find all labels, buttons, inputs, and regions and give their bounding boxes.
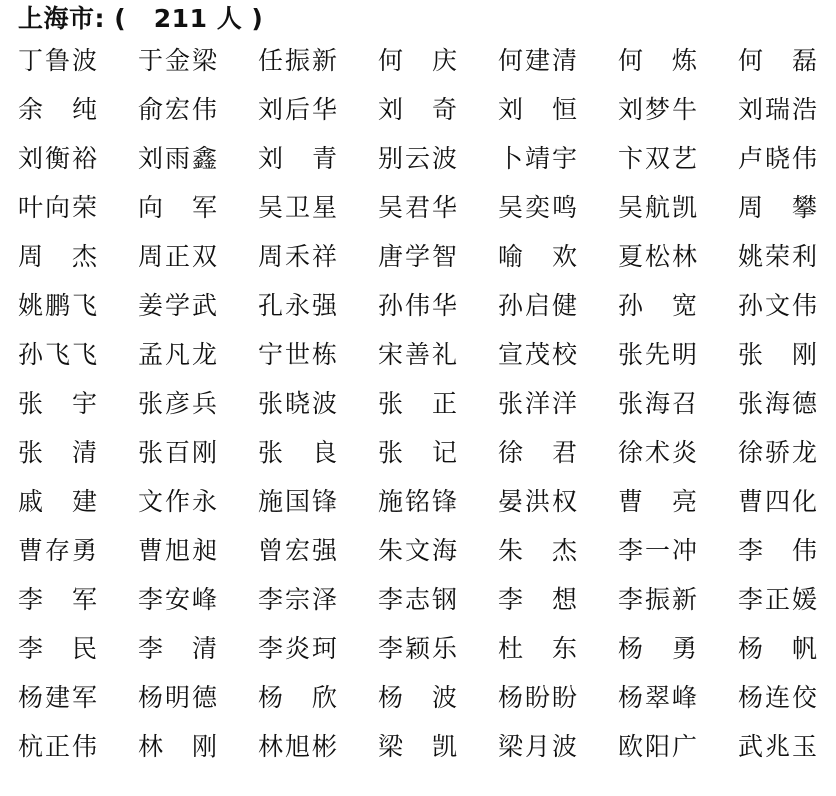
name-list: [18, 36, 836, 771]
name-entry: 宋 善 礼: [378, 340, 457, 369]
name-entry: 唐 学 智: [378, 242, 457, 271]
name-entry: 刘 恒: [498, 95, 577, 124]
name-entry: 周 正 双: [138, 242, 217, 271]
name-entry: 刘 后 华: [258, 95, 337, 124]
name-entry: 张 海 召: [618, 389, 697, 418]
name-entry: 张 清: [18, 438, 97, 467]
name-entry: 姚 鹏 飞: [18, 291, 97, 320]
name-entry: 徐 骄 龙: [738, 438, 817, 467]
name-entry: 何 磊: [738, 46, 817, 75]
name-entry: 喻 欢: [498, 242, 577, 271]
name-entry: 杭 正 伟: [18, 732, 97, 761]
name-entry: 孔 永 强: [258, 291, 337, 320]
city-label: 上海市:: [18, 4, 105, 33]
name-entry: 李 振 新: [618, 585, 697, 614]
name-entry: 李 颖 乐: [378, 634, 457, 663]
name-entry: 何 炼: [618, 46, 697, 75]
name-entry: 李 伟: [738, 536, 817, 565]
name-entry: 卢 晓 伟: [738, 144, 817, 173]
name-entry: 叶 向 荣: [18, 193, 97, 222]
name-entry: 林 旭 彬: [258, 732, 337, 761]
name-entry: 曹 四 化: [738, 487, 817, 516]
name-entry: 李 清: [138, 634, 217, 663]
name-entry: 李 志 钢: [378, 585, 457, 614]
name-entry: 梁 月 波: [498, 732, 577, 761]
name-entry: 别 云 波: [378, 144, 457, 173]
name-entry: 张 晓 波: [258, 389, 337, 418]
name-entry: 宁 世 栋: [258, 340, 337, 369]
name-entry: 林 刚: [138, 732, 217, 761]
name-entry: 杨 欣: [258, 683, 337, 712]
name-entry: 何 庆: [378, 46, 457, 75]
close-paren: ): [251, 4, 264, 33]
name-entry: 张 刚: [738, 340, 817, 369]
name-entry: 吴 航 凯: [618, 193, 697, 222]
name-entry: 曹 旭 昶: [138, 536, 217, 565]
name-entry: 张 宇: [18, 389, 97, 418]
name-entry: 张 正: [378, 389, 457, 418]
name-entry: 施 铭 锋: [378, 487, 457, 516]
name-entry: 欧 阳 广: [618, 732, 697, 761]
name-entry: 李 正 媛: [738, 585, 817, 614]
name-entry: 卞 双 艺: [618, 144, 697, 173]
name-entry: 任 振 新: [258, 46, 337, 75]
name-entry: 杜 东: [498, 634, 577, 663]
name-entry: 李 想: [498, 585, 577, 614]
name-entry: 朱 文 海: [378, 536, 457, 565]
name-entry: 李 军: [18, 585, 97, 614]
name-entry: 文 作 永: [138, 487, 217, 516]
open-paren: (: [114, 4, 127, 33]
unit-label: 人: [216, 4, 243, 33]
name-entry: 周 杰: [18, 242, 97, 271]
name-entry: 李 炎 珂: [258, 634, 337, 663]
name-entry: 武 兆 玉: [738, 732, 817, 761]
name-entry: 周 禾 祥: [258, 242, 337, 271]
name-entry: 吴 奕 鸣: [498, 193, 577, 222]
name-entry: 何 建 清: [498, 46, 577, 75]
name-entry: 张 记: [378, 438, 457, 467]
name-entry: 晏 洪 权: [498, 487, 577, 516]
name-entry: 戚 建: [18, 487, 97, 516]
name-entry: 宣 茂 校: [498, 340, 577, 369]
name-entry: 张 洋 洋: [498, 389, 577, 418]
name-entry: 刘 梦 牛: [618, 95, 697, 124]
name-entry: 张 海 德: [738, 389, 817, 418]
name-entry: 杨 翠 峰: [618, 683, 697, 712]
name-entry: 向 军: [138, 193, 217, 222]
name-entry: 杨 建 军: [18, 683, 97, 712]
name-entry: 夏 松 林: [618, 242, 697, 271]
name-entry: 曹 亮: [618, 487, 697, 516]
name-entry: 孙 文 伟: [738, 291, 817, 320]
name-entry: 曹 存 勇: [18, 536, 97, 565]
name-entry: 刘 瑞 浩: [738, 95, 817, 124]
name-entry: 丁 鲁 波: [18, 46, 97, 75]
name-entry: 姜 学 武: [138, 291, 217, 320]
name-entry: 曾 宏 强: [258, 536, 337, 565]
name-entry: 余 纯: [18, 95, 97, 124]
name-entry: 梁 凯: [378, 732, 457, 761]
name-entry: 张 先 明: [618, 340, 697, 369]
name-entry: 张 百 刚: [138, 438, 217, 467]
name-entry: 李 宗 泽: [258, 585, 337, 614]
name-entry: 刘 雨 鑫: [138, 144, 217, 173]
name-entry: 杨 盼 盼: [498, 683, 577, 712]
name-entry: 于 金 梁: [138, 46, 217, 75]
name-entry: 李 一 冲: [618, 536, 697, 565]
name-entry: 刘 青: [258, 144, 337, 173]
name-entry: 李 安 峰: [138, 585, 217, 614]
count-value: 211: [153, 4, 208, 33]
name-entry: 杨 勇: [618, 634, 697, 663]
name-entry: 张 彦 兵: [138, 389, 217, 418]
name-entry: 孙 启 健: [498, 291, 577, 320]
name-entry: 孙 飞 飞: [18, 340, 97, 369]
name-entry: 杨 波: [378, 683, 457, 712]
name-entry: 施 国 锋: [258, 487, 337, 516]
name-entry: 杨 连 佼: [738, 683, 817, 712]
name-entry: 朱 杰: [498, 536, 577, 565]
name-entry: 徐 君: [498, 438, 577, 467]
name-entry: 吴 君 华: [378, 193, 457, 222]
name-entry: 姚 荣 利: [738, 242, 817, 271]
name-entry: 刘 衡 裕: [18, 144, 97, 173]
name-entry: 孟 凡 龙: [138, 340, 217, 369]
name-entry: 李 民: [18, 634, 97, 663]
name-entry: 俞 宏 伟: [138, 95, 217, 124]
name-entry: 杨 明 德: [138, 683, 217, 712]
name-entry: 刘 奇: [378, 95, 457, 124]
name-entry: 徐 术 炎: [618, 438, 697, 467]
name-entry: 孙 伟 华: [378, 291, 457, 320]
section-heading: [18, 2, 263, 36]
name-entry: 孙 宽: [618, 291, 697, 320]
name-entry: 卜 靖 宇: [498, 144, 577, 173]
name-entry: 杨 帆: [738, 634, 817, 663]
name-entry: 张 良: [258, 438, 337, 467]
name-entry: 吴 卫 星: [258, 193, 337, 222]
name-entry: 周 攀: [738, 193, 817, 222]
